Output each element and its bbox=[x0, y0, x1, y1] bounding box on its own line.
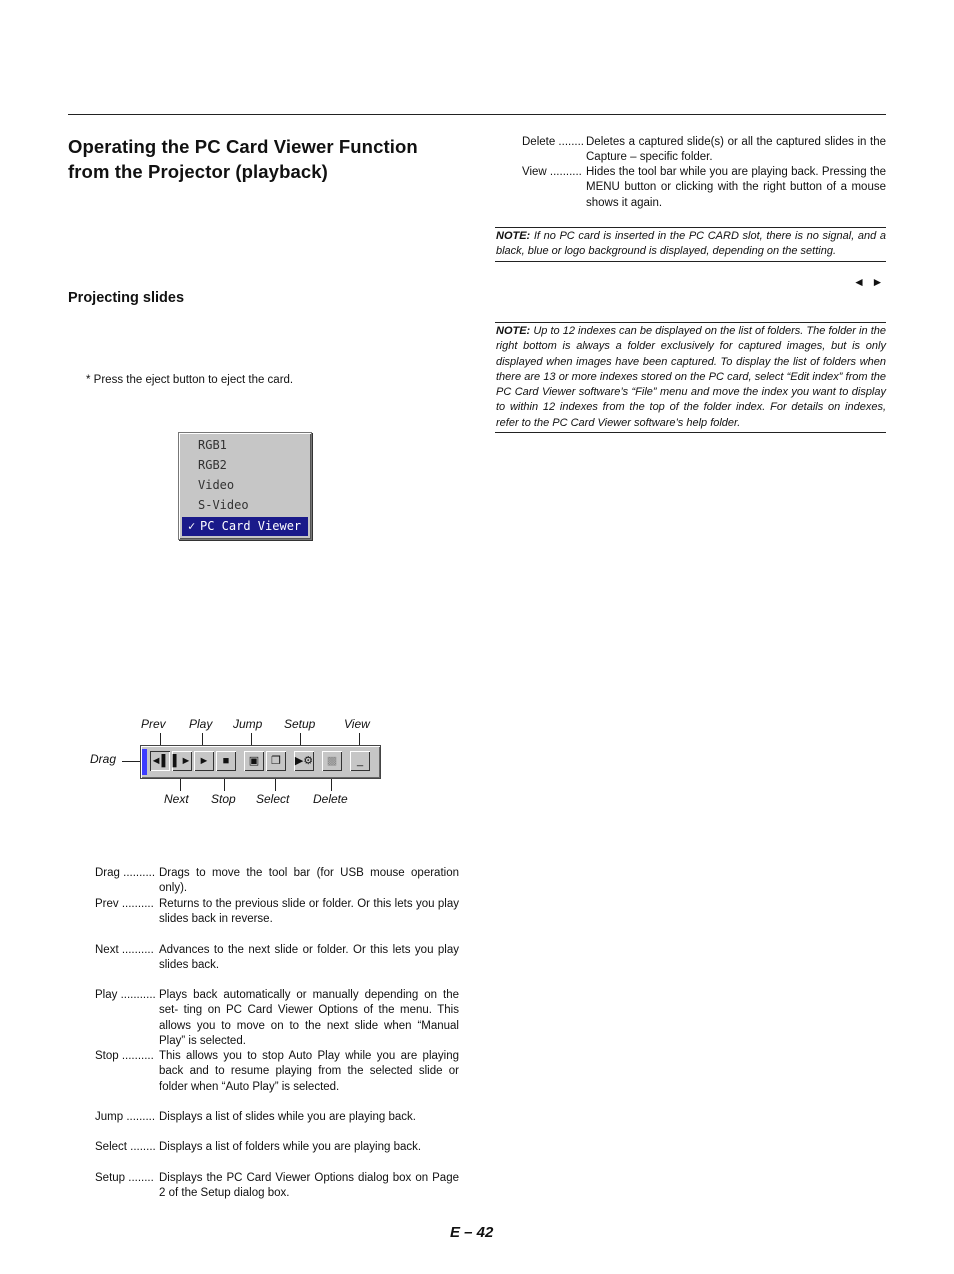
term-play: Play ........... bbox=[95, 989, 156, 1001]
leader-drag bbox=[122, 761, 142, 762]
menu-item-s-video[interactable]: S-Video bbox=[198, 498, 249, 512]
note1-label: NOTE: bbox=[496, 230, 531, 242]
desc-select: Displays a list of folders while you are playing back. bbox=[159, 1141, 422, 1153]
setup-icon: ▶⚙ bbox=[294, 755, 314, 767]
page-title bbox=[68, 134, 478, 184]
top-rule bbox=[68, 114, 886, 115]
note1-text: If no PC card is inserted in the PC CARD slot, there is no signal, and a black, blue or logo background is displayed, depending on the setting. bbox=[496, 230, 886, 258]
term-next: Next .......... bbox=[95, 944, 154, 956]
term-select: Select ........ bbox=[95, 1141, 156, 1153]
term-delete: Delete ........ bbox=[522, 136, 584, 148]
menu-item-pc-card-viewer-label: PC Card Viewer bbox=[200, 519, 302, 533]
label-next: Next bbox=[164, 792, 189, 806]
checkmark-icon: ✓ bbox=[188, 519, 196, 533]
term-prev: Prev .......... bbox=[95, 898, 154, 910]
term-stop: Stop .......... bbox=[95, 1050, 154, 1062]
delete-button[interactable] bbox=[322, 751, 342, 771]
note1-bottom-rule bbox=[495, 261, 886, 262]
stop-icon: ■ bbox=[222, 755, 230, 767]
term-jump: Jump ......... bbox=[95, 1111, 156, 1123]
play-icon: ► bbox=[198, 755, 210, 767]
note2-top-rule bbox=[495, 322, 886, 323]
desc-stop: This allows you to stop Auto Play while you are playing back and to resume playing from the selected slide or folder when “Auto Play” is selected. bbox=[159, 1050, 459, 1093]
prev-button[interactable] bbox=[150, 751, 170, 771]
jump-icon: ▣ bbox=[248, 755, 260, 767]
view-icon: _ bbox=[356, 755, 364, 767]
section-heading: Projecting slides bbox=[68, 290, 185, 306]
prev-icon: ◄▌ bbox=[150, 755, 170, 767]
term-setup: Setup ........ bbox=[95, 1172, 154, 1184]
label-select: Select bbox=[256, 792, 290, 806]
desc-jump: Displays a list of slides while you are playing back. bbox=[159, 1111, 416, 1123]
label-view: View bbox=[344, 717, 370, 731]
view-button[interactable] bbox=[350, 751, 370, 771]
label-delete: Delete bbox=[313, 792, 348, 806]
term-drag: Drag .......... bbox=[95, 867, 156, 879]
stop-button[interactable] bbox=[216, 751, 236, 771]
label-stop: Stop bbox=[211, 792, 236, 806]
select-button[interactable] bbox=[266, 751, 286, 771]
menu-item-rgb2[interactable]: RGB2 bbox=[198, 458, 227, 472]
label-play: Play bbox=[189, 717, 213, 731]
label-jump: Jump bbox=[233, 717, 263, 731]
eject-note: * Press the eject button to eject the card. bbox=[86, 374, 294, 386]
desc-play: Plays back automatically or manually depending on the set- ting on PC Card Viewer Options of the menu. This allows you to move on to the next slide when “Manual Play” is selected. bbox=[159, 989, 459, 1047]
source-menu bbox=[178, 432, 312, 540]
setup-button[interactable] bbox=[294, 751, 314, 771]
label-drag: Drag bbox=[90, 752, 117, 766]
next-icon: ▌► bbox=[172, 755, 192, 767]
select-icon: ❐ bbox=[271, 755, 281, 767]
drag-handle[interactable] bbox=[142, 749, 147, 775]
desc-drag: Drags to move the tool bar (for USB mouse operation only). bbox=[159, 867, 459, 895]
play-button[interactable] bbox=[194, 751, 214, 771]
desc-setup: Displays the PC Card Viewer Options dialog box on Page 2 of the Setup dialog box. bbox=[159, 1172, 459, 1200]
desc-next: Advances to the next slide or folder. Or this lets you play slides back. bbox=[159, 944, 459, 972]
label-setup: Setup bbox=[284, 717, 316, 731]
menu-item-video[interactable]: Video bbox=[198, 478, 235, 492]
label-prev: Prev bbox=[141, 717, 166, 731]
arrow-keys: ◄ ► bbox=[853, 275, 884, 289]
note1-top-rule bbox=[495, 227, 886, 228]
delete-icon: ▩ bbox=[326, 755, 338, 767]
desc-delete: Deletes a captured slide(s) or all the captured slides in the Capture – specific folder. bbox=[586, 136, 886, 164]
page-title-line2: from the Projector (playback) bbox=[68, 161, 328, 182]
playback-toolbar bbox=[140, 745, 381, 779]
page-number: E – 42 bbox=[450, 1224, 494, 1241]
note2-text: Up to 12 indexes can be displayed on the list of folders. The folder in the right bottom is always a folder exclusively for captured images, but is only displayed when images have been captured. To display the list of folders when there are 13 or more indexes stored on the PC card, select “Edit index” from the PC Card Viewer software’s “File” menu and move the index you want to display to within 12 indexes from the top of the folder index. For details on indexes, refer to the PC Card Viewer software’s help folder. bbox=[496, 325, 886, 429]
note2-bottom-rule bbox=[495, 432, 886, 433]
desc-prev: Returns to the previous slide or folder. Or this lets you play slides back in reverse. bbox=[159, 898, 459, 926]
note-no-card bbox=[496, 229, 886, 260]
menu-item-rgb1[interactable]: RGB1 bbox=[198, 438, 227, 452]
page-title-line1: Operating the PC Card Viewer Function bbox=[68, 136, 418, 157]
desc-view: Hides the tool bar while you are playing back. Pressing the MENU button or clicking with the right button of a mouse shows it again. bbox=[586, 166, 886, 209]
jump-button[interactable] bbox=[244, 751, 264, 771]
term-view: View .......... bbox=[522, 166, 582, 178]
next-button[interactable] bbox=[172, 751, 192, 771]
menu-item-pc-card-viewer[interactable] bbox=[182, 517, 308, 536]
note-indexes bbox=[496, 324, 886, 431]
note2-label: NOTE: bbox=[496, 325, 531, 337]
